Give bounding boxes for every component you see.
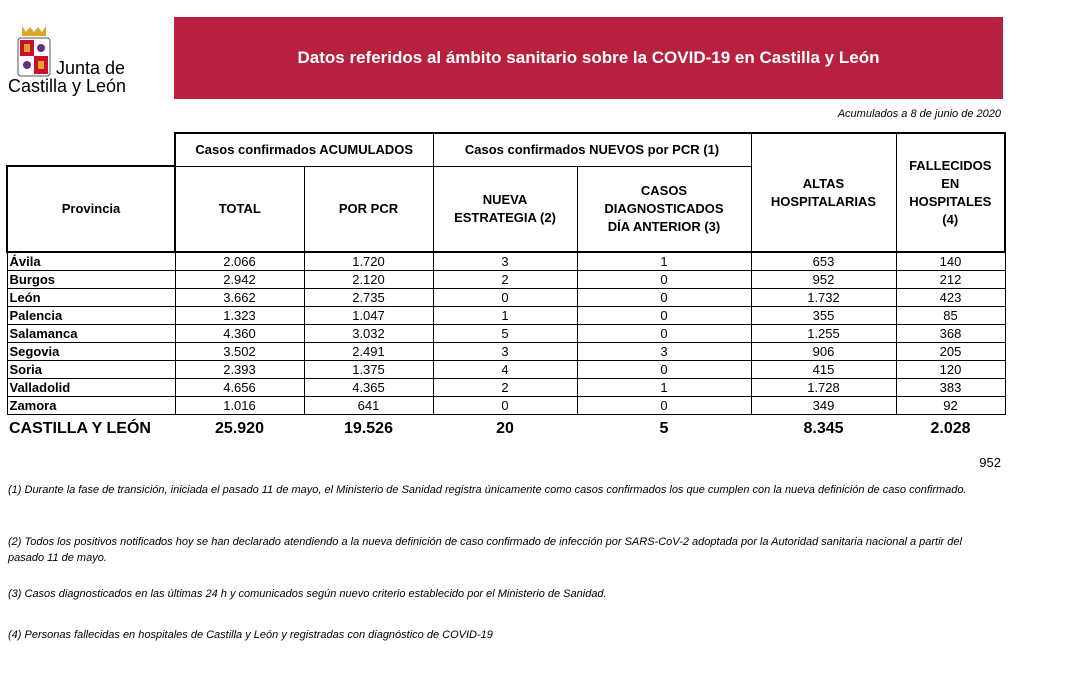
cell-casos: 3 xyxy=(577,343,751,361)
cell-nueva: 3 xyxy=(433,252,577,271)
cell-nueva: 4 xyxy=(433,361,577,379)
header-nuevos: Casos confirmados NUEVOS por PCR (1) xyxy=(433,133,751,166)
table-row xyxy=(7,252,1005,271)
table-row xyxy=(7,343,1005,361)
header-fallecidos-line-3: HOSPITALES xyxy=(909,193,992,209)
table-row xyxy=(7,361,1005,379)
cell-altas: 952 xyxy=(751,271,896,289)
cell-provincia: Segovia xyxy=(7,343,175,361)
cell-provincia: Burgos xyxy=(7,271,175,289)
header-casos-line-3: DÍA ANTERIOR (3) xyxy=(607,218,721,234)
cell-total: 2.066 xyxy=(175,252,304,271)
cell-total: 4.360 xyxy=(175,325,304,343)
cell-casos: 0 xyxy=(577,307,751,325)
cell-nueva: 0 xyxy=(433,397,577,415)
header-por-pcr: POR PCR xyxy=(304,166,433,252)
table-row xyxy=(7,325,1005,343)
total-casos: 5 xyxy=(659,420,669,437)
table-row xyxy=(7,271,1005,289)
cell-total: 3.662 xyxy=(175,289,304,307)
table-row xyxy=(7,379,1005,397)
footnote-3: (3) Casos diagnosticados en las últimas 24 h y comunicados según nuevo criterio establecido por el Ministerio de Sanidad. xyxy=(8,588,607,600)
footnote-4: (4) Personas fallecidas en hospitales de Castilla y León y registradas con diagnóstico de COVID-19 xyxy=(8,629,493,641)
cell-total: 4.656 xyxy=(175,379,304,397)
cell-por-pcr: 4.365 xyxy=(304,379,433,397)
footnote-2: (2) Todos los positivos notificados hoy se han declarado atendiendo a la nueva definición de caso confirmado de infección por SARS-CoV-2 adoptada por la Autoridad sanitaria nacional a partir del pasado 11 de mayo. xyxy=(8,536,962,564)
total-provincia: CASTILLA Y LEÓN xyxy=(9,420,151,437)
table-row xyxy=(7,289,1005,307)
cell-provincia: Valladolid xyxy=(7,379,175,397)
cell-por-pcr: 2.491 xyxy=(304,343,433,361)
cell-altas: 1.732 xyxy=(751,289,896,307)
header-nueva-line-1: NUEVA xyxy=(482,191,528,207)
header-provincia: Provincia xyxy=(7,166,175,252)
cell-fallecidos: 368 xyxy=(896,325,1005,343)
header-casos-line-2: DIAGNOSTICADOS xyxy=(604,200,724,216)
cell-por-pcr: 2.120 xyxy=(304,271,433,289)
page-title-banner xyxy=(174,17,1003,99)
header-fallecidos xyxy=(896,133,1005,252)
cell-fallecidos: 85 xyxy=(896,307,1005,325)
cell-provincia: Palencia xyxy=(7,307,175,325)
cell-total: 1.016 xyxy=(175,397,304,415)
date-line: Acumulados a 8 de junio de 2020 xyxy=(837,108,1001,120)
header-altas xyxy=(751,133,896,252)
header-total: TOTAL xyxy=(175,166,304,252)
cell-altas: 1.255 xyxy=(751,325,896,343)
logo-line-2: Castilla y León xyxy=(8,76,127,96)
cell-total: 3.502 xyxy=(175,343,304,361)
cell-por-pcr: 1.375 xyxy=(304,361,433,379)
cell-altas: 415 xyxy=(751,361,896,379)
total-nueva: 20 xyxy=(496,420,514,437)
cell-casos: 1 xyxy=(577,379,751,397)
cell-provincia: Salamanca xyxy=(7,325,175,343)
cell-altas: 906 xyxy=(751,343,896,361)
cell-casos: 0 xyxy=(577,289,751,307)
cell-provincia: León xyxy=(7,289,175,307)
cell-nueva: 2 xyxy=(433,379,577,397)
cell-fallecidos: 383 xyxy=(896,379,1005,397)
cell-fallecidos: 423 xyxy=(896,289,1005,307)
cell-nueva: 3 xyxy=(433,343,577,361)
cell-fallecidos: 140 xyxy=(896,252,1005,271)
cell-provincia: Ávila xyxy=(7,252,175,271)
coat-of-arms-icon xyxy=(14,24,54,78)
header-acumulados: Casos confirmados ACUMULADOS xyxy=(175,133,433,166)
cell-nueva: 0 xyxy=(433,289,577,307)
cell-fallecidos: 205 xyxy=(896,343,1005,361)
cell-por-pcr: 1.047 xyxy=(304,307,433,325)
cell-provincia: Zamora xyxy=(7,397,175,415)
table-row xyxy=(7,397,1005,415)
header-altas-line-2: HOSPITALARIAS xyxy=(770,193,877,209)
cell-por-pcr: 1.720 xyxy=(304,252,433,271)
cell-altas: 355 xyxy=(751,307,896,325)
cell-provincia: Soria xyxy=(7,361,175,379)
header-fallecidos-line-4: (4) xyxy=(942,211,959,227)
header-fallecidos-line-2: EN xyxy=(941,175,960,191)
cell-casos: 0 xyxy=(577,361,751,379)
junta-logo xyxy=(8,24,158,96)
total-row xyxy=(7,415,1005,444)
cell-casos: 0 xyxy=(577,325,751,343)
total-por-pcr: 19.526 xyxy=(344,420,393,437)
header-casos-line-1: CASOS xyxy=(640,182,688,198)
cell-altas: 349 xyxy=(751,397,896,415)
cell-nueva: 5 xyxy=(433,325,577,343)
total-fallecidos: 2.028 xyxy=(930,420,971,437)
extra-value: 952 xyxy=(979,455,1001,470)
cell-altas: 653 xyxy=(751,252,896,271)
header-casos-dia-anterior xyxy=(577,166,751,252)
table-row xyxy=(7,307,1005,325)
header-nueva-line-2: ESTRATEGIA (2) xyxy=(454,209,556,225)
empty-corner xyxy=(7,133,175,166)
cell-fallecidos: 120 xyxy=(896,361,1005,379)
cell-nueva: 2 xyxy=(433,271,577,289)
cell-total: 2.393 xyxy=(175,361,304,379)
cell-fallecidos: 92 xyxy=(896,397,1005,415)
cell-altas: 1.728 xyxy=(751,379,896,397)
cell-por-pcr: 2.735 xyxy=(304,289,433,307)
cell-casos: 0 xyxy=(577,397,751,415)
cell-total: 2.942 xyxy=(175,271,304,289)
header-nueva-estrategia xyxy=(433,166,577,252)
cell-casos: 1 xyxy=(577,252,751,271)
total-altas: 8.345 xyxy=(803,420,844,437)
header-fallecidos-line-1: FALLECIDOS xyxy=(909,157,992,173)
logo-line-1: Junta de xyxy=(56,58,126,78)
header-altas-line-1: ALTAS xyxy=(802,175,845,191)
cell-casos: 0 xyxy=(577,271,751,289)
cell-nueva: 1 xyxy=(433,307,577,325)
cell-total: 1.323 xyxy=(175,307,304,325)
footnote-1: (1) Durante la fase de transición, iniciada el pasado 11 de mayo, el Ministerio de Sanidad registra únicamente como casos confirmados los que cumplen con la nueva definición de caso confirmado. xyxy=(8,484,967,496)
cell-por-pcr: 3.032 xyxy=(304,325,433,343)
page-title: Datos referidos al ámbito sanitario sobre la COVID-19 en Castilla y León xyxy=(297,48,880,67)
total-total: 25.920 xyxy=(215,420,264,437)
cell-fallecidos: 212 xyxy=(896,271,1005,289)
covid-data-table xyxy=(6,132,1006,443)
cell-por-pcr: 641 xyxy=(304,397,433,415)
